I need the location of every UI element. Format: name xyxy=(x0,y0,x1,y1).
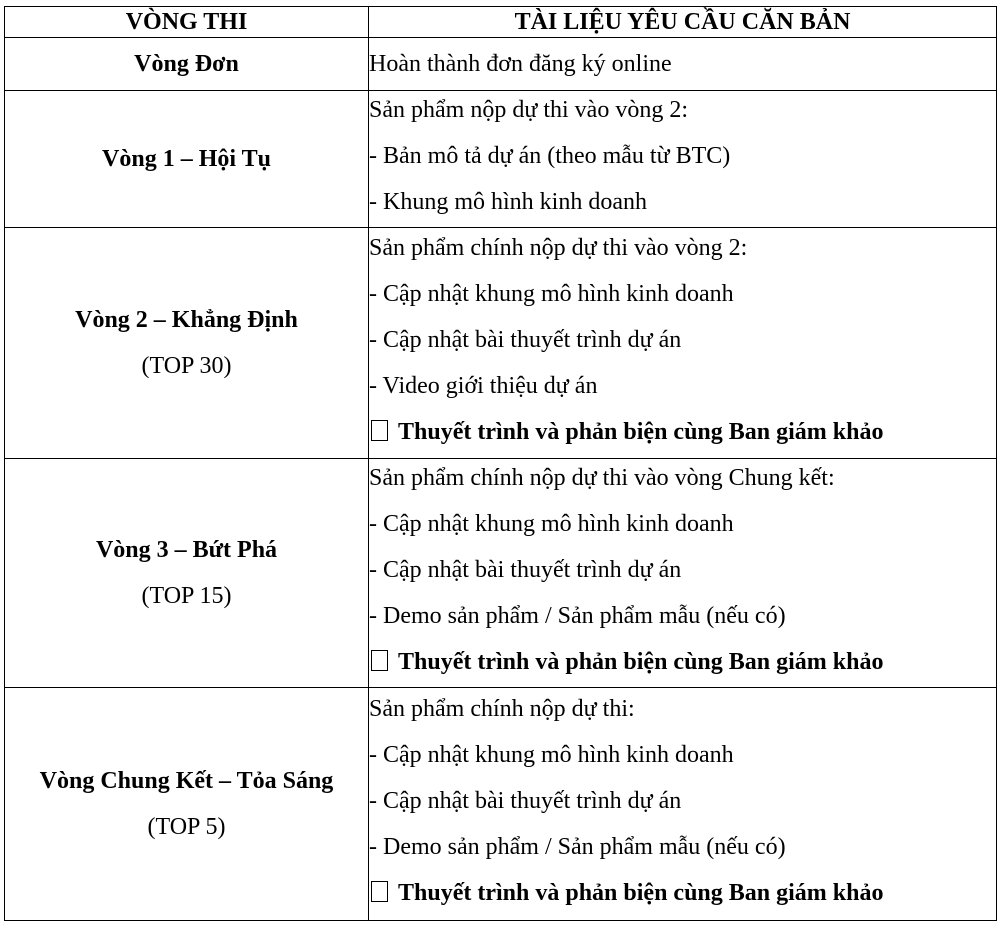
document-item-text: Thuyết trình và phản biện cùng Ban giám khảo xyxy=(398,649,884,675)
table-row xyxy=(5,688,997,921)
round-name: Vòng 1 – Hội Tụ xyxy=(102,146,271,172)
document-item xyxy=(369,824,996,870)
document-item-text: Sản phẩm chính nộp dự thi vào vòng 2: xyxy=(369,235,748,261)
document-item-text: Thuyết trình và phản biện cùng Ban giám khảo xyxy=(398,880,884,906)
document-item xyxy=(369,41,996,87)
document-item-text: - Video giới thiệu dự án xyxy=(369,373,598,399)
documents-cell xyxy=(369,459,997,688)
header-documents: TÀI LIỆU YÊU CẦU CĂN BẢN xyxy=(369,7,997,38)
document-item-text: - Cập nhật bài thuyết trình dự án xyxy=(369,327,682,353)
document-item xyxy=(369,593,996,639)
document-item xyxy=(369,547,996,593)
document-item xyxy=(369,778,996,824)
document-item-text: Sản phẩm chính nộp dự thi vào vòng Chung kết: xyxy=(369,465,835,491)
round-name: Vòng Đơn xyxy=(134,51,239,77)
documents-cell xyxy=(369,688,997,921)
table-row xyxy=(5,459,997,688)
document-item xyxy=(369,133,996,179)
document-item xyxy=(369,93,996,133)
document-item-text: Thuyết trình và phản biện cùng Ban giám khảo xyxy=(398,419,884,445)
document-item-text: Sản phẩm nộp dự thi vào vòng 2: xyxy=(369,97,688,123)
round-ranking: (TOP 15) xyxy=(141,583,232,609)
document-item-text: - Cập nhật bài thuyết trình dự án xyxy=(369,557,682,583)
table-row xyxy=(5,38,997,91)
checkbox-square-icon xyxy=(371,650,388,671)
table-row xyxy=(5,91,997,228)
round-name: Vòng 3 – Bứt Phá xyxy=(95,537,278,563)
document-item-text: - Demo sản phẩm / Sản phẩm mẫu (nếu có) xyxy=(369,603,786,629)
rounds-table xyxy=(4,6,997,921)
document-item xyxy=(369,461,996,501)
document-item xyxy=(369,639,996,685)
document-item xyxy=(369,732,996,778)
round-cell xyxy=(5,688,369,921)
round-name: Vòng Chung Kết – Tỏa Sáng xyxy=(39,768,334,794)
document-item-text: - Cập nhật khung mô hình kinh doanh xyxy=(369,281,734,307)
document-item xyxy=(369,271,996,317)
documents-cell xyxy=(369,91,997,228)
documents-cell xyxy=(369,38,997,91)
document-item-text: - Khung mô hình kinh doanh xyxy=(369,189,647,215)
document-item-text: - Bản mô tả dự án (theo mẫu từ BTC) xyxy=(369,143,731,169)
document-item-text: - Cập nhật bài thuyết trình dự án xyxy=(369,788,682,814)
header-round: VÒNG THI xyxy=(5,7,369,38)
document-item xyxy=(369,409,996,455)
round-cell xyxy=(5,228,369,459)
document-item xyxy=(369,870,996,916)
table-row xyxy=(5,228,997,459)
round-ranking: (TOP 5) xyxy=(147,814,226,840)
documents-cell xyxy=(369,228,997,459)
checkbox-square-icon xyxy=(371,420,388,441)
document-item xyxy=(369,179,996,225)
document-item xyxy=(369,501,996,547)
header-row xyxy=(5,7,997,38)
round-name: Vòng 2 – Khẳng Định xyxy=(75,307,298,333)
round-cell xyxy=(5,459,369,688)
document-item-text: - Cập nhật khung mô hình kinh doanh xyxy=(369,742,734,768)
document-item-text: - Cập nhật khung mô hình kinh doanh xyxy=(369,511,734,537)
document-item xyxy=(369,231,996,271)
round-cell xyxy=(5,91,369,228)
document-item-text: - Demo sản phẩm / Sản phẩm mẫu (nếu có) xyxy=(369,834,786,860)
round-ranking: (TOP 30) xyxy=(141,353,232,379)
checkbox-square-icon xyxy=(371,881,388,902)
document-item-text: Hoàn thành đơn đăng ký online xyxy=(369,51,672,77)
document-item-text: Sản phẩm chính nộp dự thi: xyxy=(369,696,635,722)
round-cell xyxy=(5,38,369,91)
document-item xyxy=(369,692,996,732)
document-item xyxy=(369,363,996,409)
document-item xyxy=(369,317,996,363)
